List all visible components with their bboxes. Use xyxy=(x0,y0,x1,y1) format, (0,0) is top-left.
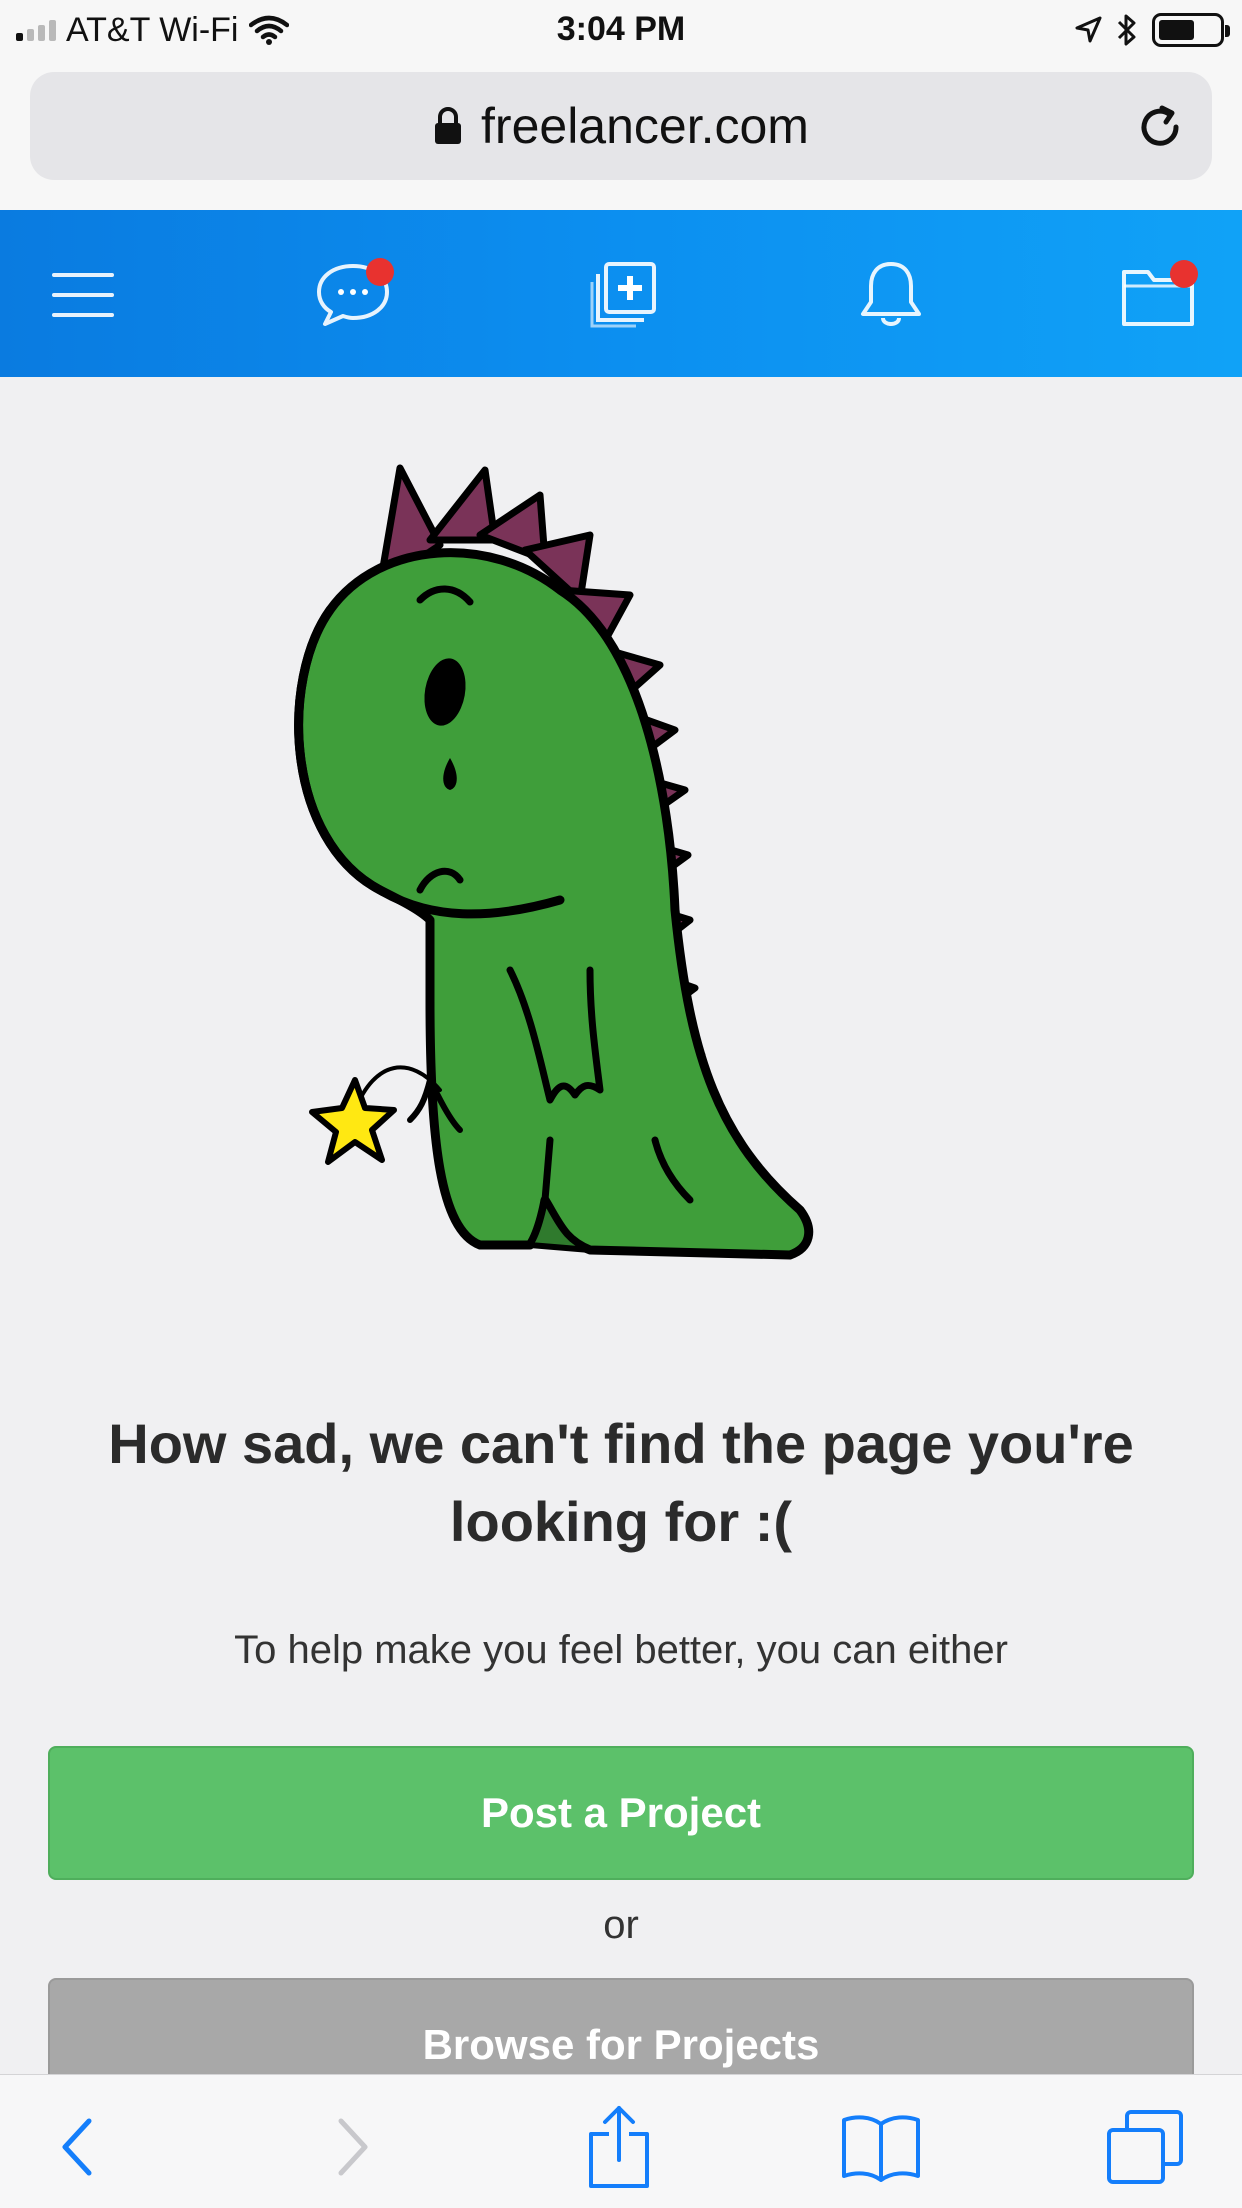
menu-icon xyxy=(52,270,114,320)
location-arrow-icon xyxy=(1074,16,1102,44)
forward-button[interactable] xyxy=(308,2107,398,2187)
battery-fill xyxy=(1159,20,1194,40)
help-text: To help make you feel better, you can either xyxy=(234,1628,1008,1672)
browser-toolbar xyxy=(0,2074,1242,2208)
lock-icon xyxy=(433,106,463,146)
bell-icon xyxy=(855,258,927,332)
share-button[interactable] xyxy=(574,2107,664,2187)
post-project-icon xyxy=(588,260,658,330)
top-navigation xyxy=(0,210,1242,377)
url-bar[interactable] xyxy=(30,72,1212,180)
messages-button[interactable] xyxy=(308,250,398,340)
page-title: How sad, we can't find the page you're looking for :( xyxy=(108,1412,1134,1553)
tabs-icon xyxy=(1105,2108,1185,2186)
back-icon xyxy=(57,2115,97,2179)
post-project-button[interactable] xyxy=(578,250,668,340)
clock: 3:04 PM xyxy=(556,10,686,48)
battery-icon xyxy=(1152,13,1224,47)
bluetooth-icon xyxy=(1116,13,1138,47)
forward-icon xyxy=(333,2115,373,2179)
or-separator: or xyxy=(603,1903,639,1947)
browser-url-area xyxy=(0,62,1242,210)
bookmarks-icon xyxy=(840,2112,922,2182)
share-icon xyxy=(587,2104,651,2190)
status-right xyxy=(1074,12,1224,48)
folder-notification-dot xyxy=(1170,260,1198,288)
messages-notification-dot xyxy=(366,258,394,286)
back-button[interactable] xyxy=(32,2107,122,2187)
url-domain: freelancer.com xyxy=(481,98,809,154)
carrier-label: AT&T Wi-Fi xyxy=(66,10,239,49)
url-center xyxy=(30,72,1212,180)
tabs-button[interactable] xyxy=(1100,2107,1190,2187)
menu-button[interactable] xyxy=(38,250,128,340)
notifications-button[interactable] xyxy=(846,250,936,340)
reload-icon[interactable] xyxy=(1136,102,1186,152)
sad-dinosaur-illustration xyxy=(290,440,970,1300)
status-bar xyxy=(0,0,1242,62)
bookmarks-button[interactable] xyxy=(836,2107,926,2187)
star-flower xyxy=(312,1080,394,1162)
post-project-cta-button[interactable]: Post a Project xyxy=(48,1746,1194,1880)
projects-folder-button[interactable] xyxy=(1113,250,1203,340)
browse-projects-button[interactable]: Browse for Projects xyxy=(48,1978,1194,2112)
